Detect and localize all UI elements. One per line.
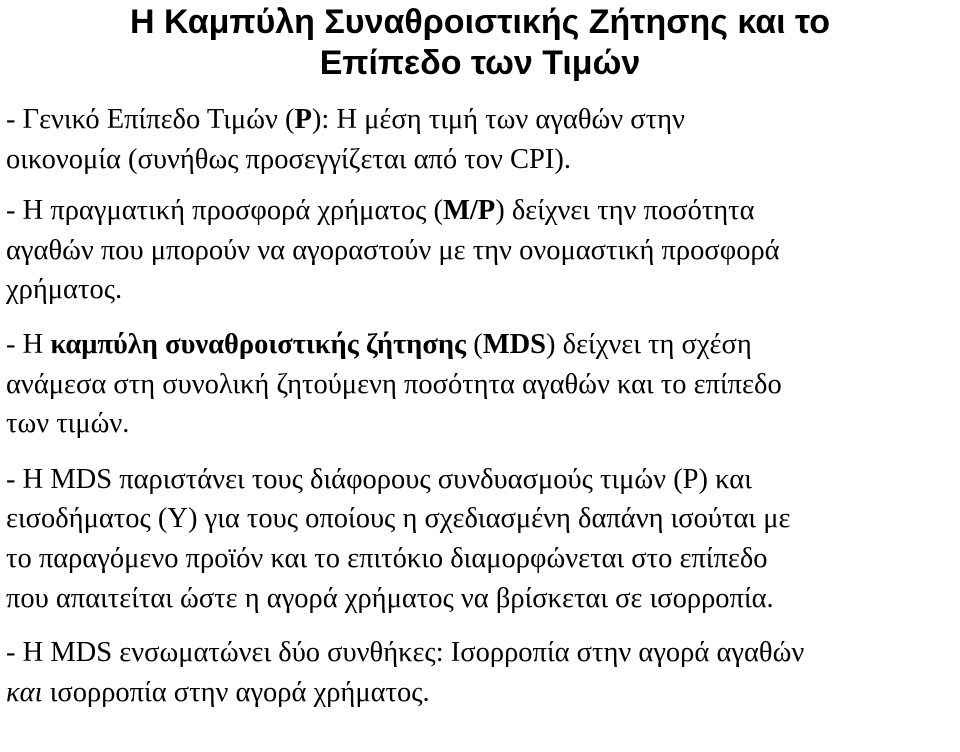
italic-term: και (6, 676, 43, 708)
text-span: ) δείχνει την ποσότητα (495, 195, 755, 227)
paragraph-line: εισοδήματος (Y) για τους οποίους η σχεδιασμένη δαπάνη ισούται με (6, 503, 791, 535)
paragraph-line (6, 325, 960, 365)
text-span: - Η πραγματική προσφορά χρήματος ( (6, 195, 443, 227)
text-span: - Γενικό Επίπεδο Τιμών ( (6, 104, 295, 135)
paragraph-line: αγαθών που μπορούν να αγοραστούν με την ονομαστική προσφορά (6, 234, 780, 266)
paragraph-line: οικονομία (συνήθως προσεγγίζεται από τον CPI). (6, 143, 571, 175)
paragraph-line: των τιμών. (6, 408, 130, 440)
slide-body (6, 100, 960, 712)
paragraph-line: που απαιτείται ώστε η αγορά χρήματος να βρίσκεται σε ισορροπία. (6, 582, 774, 614)
paragraph-line (6, 100, 960, 140)
text-span: - Η (6, 328, 51, 360)
text-span: ( (466, 328, 483, 360)
paragraph-line: ανάμεσα στη συνολική ζητούμενη ποσότητα αγαθών και το επίπεδο (6, 368, 782, 400)
paragraph-real-money-supply (6, 191, 960, 310)
paragraph-line: το παραγόμενο προϊόν και το επιτόκιο διαμορφώνεται στο επίπεδο (6, 542, 768, 574)
bold-term: P (294, 104, 312, 135)
bold-term: M/P (442, 195, 496, 227)
paragraph-price-level (6, 100, 960, 179)
paragraph-mds-conditions (6, 633, 960, 712)
paragraph-line: - Η MDS ενσωματώνει δύο συνθήκες: Ισορροπία στην αγορά αγαθών (6, 637, 805, 669)
slide-title (0, 2, 960, 84)
title-line-1: Η Καμπύλη Συναθροιστικής Ζήτησης και το (129, 3, 831, 41)
bold-term: MDS (482, 328, 547, 360)
text-span: ) δείχνει τη σχέση (546, 328, 752, 360)
text-span: ισορροπία στην αγορά χρήματος. (42, 676, 430, 708)
paragraph-aggregate-demand-curve (6, 325, 960, 444)
paragraph-line: χρήματος. (6, 274, 123, 306)
paragraph-line (6, 673, 960, 713)
title-line-2: Επίπεδο των Τιμών (319, 44, 641, 82)
paragraph-line: - Η MDS παριστάνει τους διάφορους συνδυασμούς τιμών (P) και (6, 463, 752, 495)
paragraph-mds-combinations (6, 460, 960, 618)
bold-term: καμπύλη συναθροιστικής ζήτησης (50, 328, 467, 360)
paragraph-line (6, 191, 960, 231)
text-span: ): Η μέση τιμή των αγαθών στην (311, 104, 685, 135)
